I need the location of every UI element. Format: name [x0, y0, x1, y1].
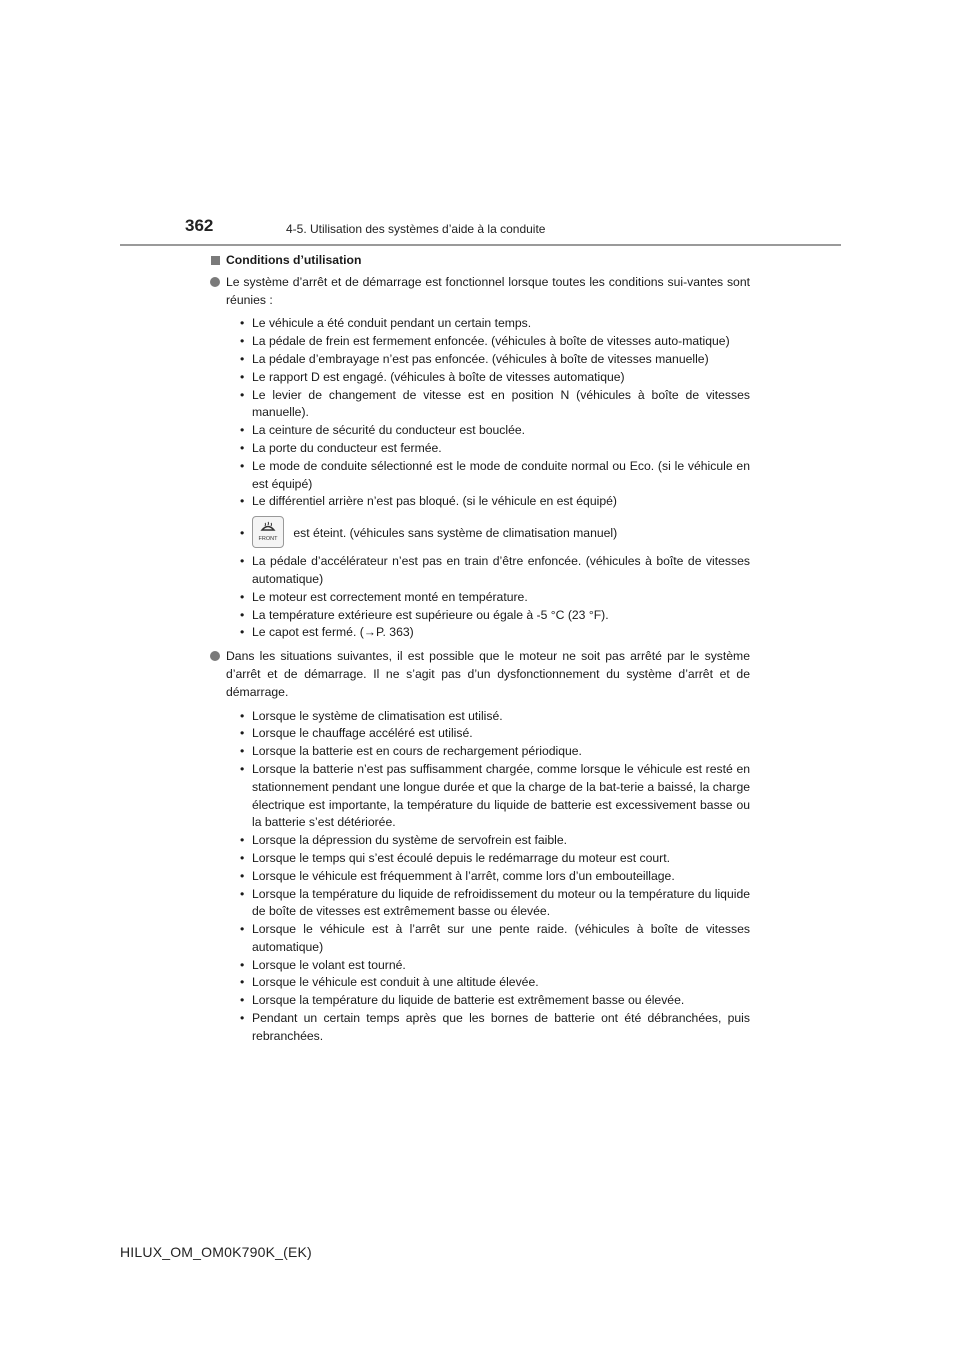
list-item: • Le différentiel arrière n’est pas bloqué. (si le véhicule en est équipé) [240, 493, 750, 511]
circle-bullet-icon [210, 651, 220, 661]
list-item: • Le levier de changement de vitesse est en position N (véhicules à boîte de vitesses manuelle). [240, 387, 750, 423]
list-item: • Lorsque le véhicule est fréquemment à l’arrêt, comme lors d’un embouteillage. [240, 868, 750, 886]
paragraph-text: Dans les situations suivantes, il est possible que le moteur ne soit pas arrêté par le système d’arrêt et de démarrage. Il ne s’agit pas d’un dysfonctionnement du système d’arrêt et de démarrage. [226, 649, 750, 699]
defroster-item-text: est éteint. (véhicules sans système de climatisation manuel) [293, 526, 618, 541]
list-item: • Lorsque le volant est tourné. [240, 957, 750, 975]
list-item: • Lorsque la batterie est en cours de rechargement périodique. [240, 743, 750, 761]
paragraph-text: Le système d’arrêt et de démarrage est fonctionnel lorsque toutes les conditions sui-vantes sont réunies : [226, 274, 750, 307]
page-content [210, 252, 750, 1052]
list-item: • La température extérieure est supérieure ou égale à -5 °C (23 °F). [240, 607, 750, 625]
list-item: • Lorsque la batterie n’est pas suffisamment chargée, comme lorsque le véhicule est resté en stationnement pendant une longue durée et que la charge de la bat-terie a baissé, la charge électrique est importante, la température du liquide de batterie est excessivement basse ou la batterie s’est détériorée. [240, 761, 750, 832]
list-item: • La pédale d’accélérateur n’est pas en train d’être enfoncée. (véhicules à boîte de vitesses automatique) [240, 553, 750, 589]
list-item: • Lorsque le système de climatisation est utilisé. [240, 708, 750, 726]
heading-text: Conditions d’utilisation [226, 253, 362, 267]
circle-bullet-icon [210, 277, 220, 287]
list-item: • La ceinture de sécurité du conducteur est bouclée. [240, 422, 750, 440]
list-item: • Lorsque le véhicule est conduit à une altitude élevée. [240, 974, 750, 992]
list-item: • Le véhicule a été conduit pendant un certain temps. [240, 315, 750, 333]
square-bullet-icon [211, 256, 220, 265]
list-item-defroster [240, 515, 750, 551]
list-item: • La porte du conducteur est fermée. [240, 440, 750, 458]
list-item: • Lorsque le temps qui s’est écoulé depuis le redémarrage du moteur est court. [240, 850, 750, 868]
header-divider [120, 244, 841, 246]
list-item: • Pendant un certain temps après que les bornes de batterie ont été débranchées, puis rebranchées. [240, 1010, 750, 1046]
situations-list [210, 708, 750, 1046]
paragraph-conditions [210, 274, 750, 310]
list-item: • Le moteur est correctement monté en température. [240, 589, 750, 607]
list-item: • Le mode de conduite sélectionné est le mode de conduite normal ou Eco. (si le véhicule en est équipé) [240, 458, 750, 494]
page-number: 362 [185, 216, 214, 235]
document-code-footer: HILUX_OM_OM0K790K_(EK) [120, 1244, 312, 1260]
list-item: • Lorsque le véhicule est à l’arrêt sur une pente raide. (véhicules à boîte de vitesses automatique) [240, 921, 750, 957]
list-item: • Le rapport D est engagé. (véhicules à boîte de vitesses automatique) [240, 369, 750, 387]
section-title: 4-5. Utilisation des systèmes d’aide à la conduite [286, 222, 546, 236]
conditions-heading [210, 252, 750, 270]
conditions-list [210, 315, 750, 642]
front-defroster-icon [252, 516, 284, 548]
list-item: • Lorsque la température du liquide de batterie est extrêmement basse ou élevée. [240, 992, 750, 1010]
list-item: • Lorsque la température du liquide de refroidissement du moteur ou la température du liquide de boîte de vitesses est extrêmement basse ou élevée. [240, 886, 750, 922]
list-item: • Lorsque la dépression du système de servofrein est faible. [240, 832, 750, 850]
front-icon-label: • FRONT [258, 535, 278, 542]
paragraph-situations [210, 648, 750, 701]
list-item: • La pédale de frein est fermement enfoncée. (véhicules à boîte de vitesses auto-matique) [240, 333, 750, 351]
list-item: • Le capot est fermé. (→P. 363) [240, 624, 750, 642]
list-item: • La pédale d’embrayage n’est pas enfoncée. (véhicules à boîte de vitesses manuelle) [240, 351, 750, 369]
list-item: • Lorsque le chauffage accéléré est utilisé. [240, 725, 750, 743]
